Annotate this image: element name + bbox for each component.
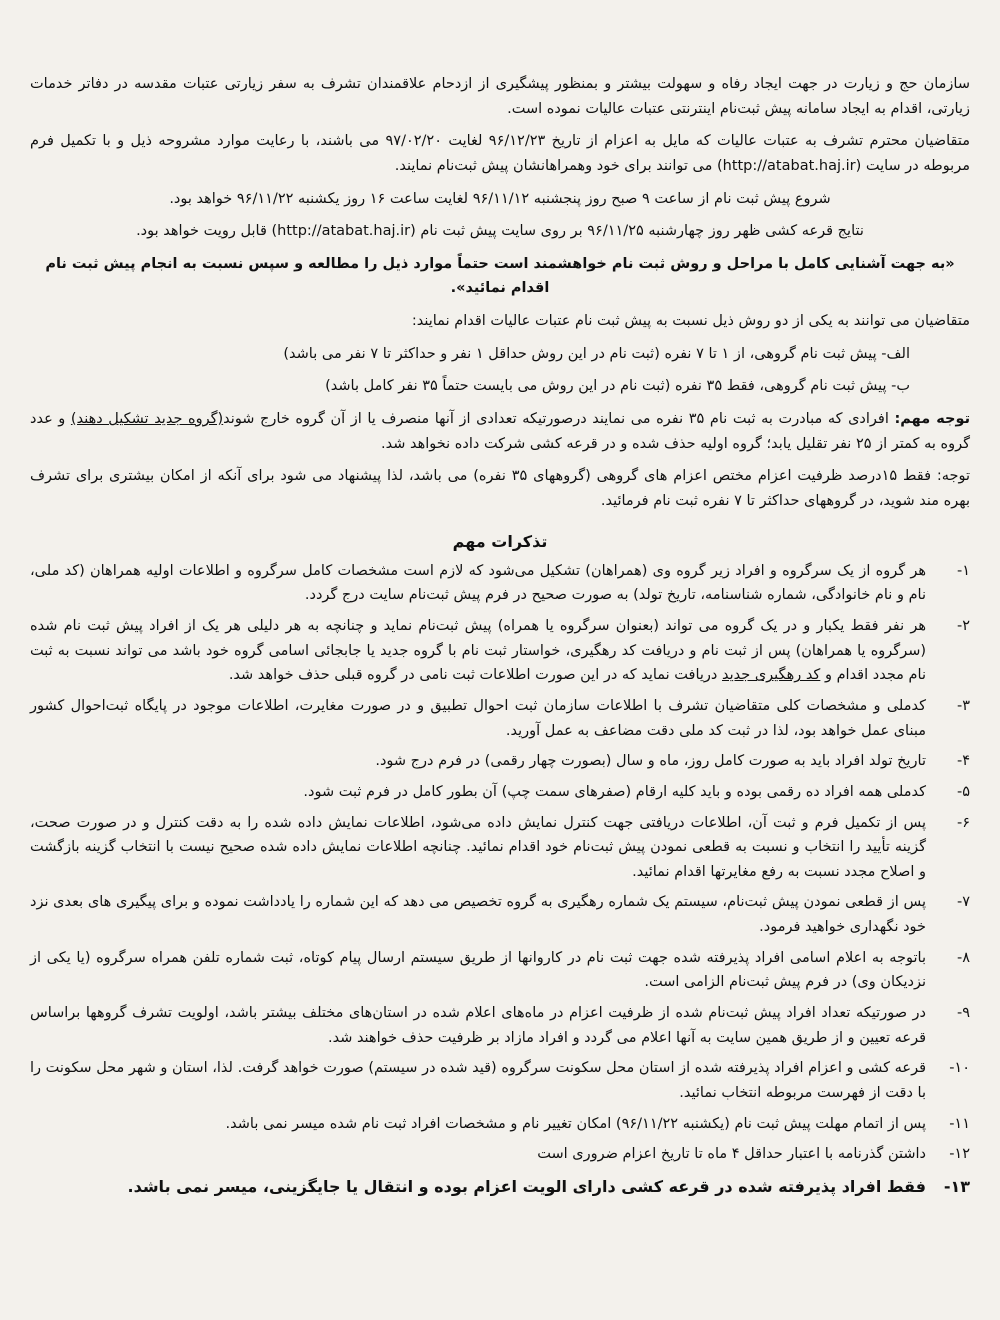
list-item: [30, 614, 970, 688]
item-text: پس از تکمیل فرم و ثبت آن، اطلاعات دریافتی جهت کنترل نمایش داده می‌شود، اطلاعات نمایش داده شده را به دقت کنترل و در صورت صحت، گزینه تأیید را انتخاب و نسبت به قطعی نمودن پیش ثبت‌نام خود اقدام نمائید. چنانچه اطلاعات نمایش داده شده صحیح نیست با انتخاب گزینه بازگشت و اصلاح مجدد نسبت به رفع مغایرتها اقدام نمائید.: [30, 814, 926, 880]
item-number: ۲-: [956, 618, 970, 635]
item-text: [30, 614, 926, 688]
attention-label: توجه مهم:: [894, 411, 971, 428]
item-number: ۱۰-: [949, 1060, 970, 1077]
item-text: کدملی و مشخصات کلی متقاضیان تشرف با اطلاعات سازمان ثبت احوال تطبیق و در صورت مغایرت، اطلاعات موجود در پایگاه ثبت‌احوال کشور مبنای عمل خواهد بود، لذا در ثبت کد ملی دقت مضاعف به عمل آورید.: [30, 698, 926, 739]
item-number: ۶-: [956, 814, 970, 831]
item-text: داشتن گذرنامه با اعتبار حداقل ۴ ماه تا تاریخ اعزام ضروری است: [537, 1146, 926, 1163]
methods-intro: متقاضیان می توانند به یکی از دو روش ذیل نسبت به پیش ثبت نام عتبات عالیات اقدام نمایند:: [411, 313, 970, 330]
list-item: [30, 1056, 970, 1105]
registration-period: شروع پیش ثبت نام از ساعت ۹ صبح روز پنجشنبه ۹۶/۱۱/۱۲ لغایت ساعت ۱۶ روز یکشنبه ۹۶/۱۱/۲۲ خواهد بود.: [169, 190, 831, 207]
item-number: ۳-: [956, 698, 970, 714]
list-item: [30, 1173, 970, 1200]
attention-text-underlined: (گروه جدید تشکیل دهند): [70, 411, 224, 428]
method-alef: الف- پیش ثبت نام گروهی، از ۱ تا ۷ نفره (ثبت نام در این روش حداقل ۱ نفر و حداکثر تا ۷ نفر می باشد): [283, 345, 910, 362]
item-number: ۸-: [956, 949, 970, 966]
list-item: [30, 559, 970, 608]
list-item: [30, 946, 970, 995]
item-text-b: دریافت نماید که در این صورت اطلاعات ثبت نامی در گروه قبلی حذف خواهد شد.: [228, 667, 722, 684]
list-item: [30, 1142, 970, 1167]
item-number: ۱۳-: [943, 1176, 970, 1196]
item-number: ۴-: [956, 753, 970, 770]
item-text: فقط افراد پذیرفته شده در قرعه کشی دارای الویت اعزام بوده و انتقال یا جایگزینی، میسر نمی باشد.: [127, 1176, 926, 1196]
item-number: ۵-: [956, 783, 970, 800]
attention-text-b: و عدد گروه به کمتر از ۲۵ نفر تقلیل یابد؛ گروه اولیه حذف شده و در قرعه کشی شرکت داده نخواهد شد.: [30, 411, 970, 452]
attention-text-a: افرادی که مبادرت به ثبت نام ۳۵ نفره می نمایند درصورتیکه تعدادی از آنها منصرف یا از آن گروه خارج شوند: [223, 411, 895, 428]
item-text: کدملی همه افراد ده رقمی بوده و باید کلیه ارقام (صفرهای سمت چپ) آن بطور کامل در فرم ثبت شود.: [303, 783, 926, 800]
list-item: [30, 694, 970, 743]
capacity-note: توجه: فقط ۱۵درصد ظرفیت اعزام مختص اعزام های گروهی (گروههای ۳۵ نفره) می باشد، لذا پیشنهاد می شود برای آنکه از امکان بیشتری برای تشرف بهره مند شوید، در گروههای حداکثر تا ۷ نفره ثبت نام فرمائید.: [30, 468, 970, 509]
item-text: هر گروه از یک سرگروه و افراد زیر گروه وی (همراهان) تشکیل می‌شود که لازم است مشخصات کامل سرگروه و اطلاعات اولیه همراهان (کد ملی، نام و نام خانوادگی، شماره شناسنامه، تاریخ تولد) به صورت صحیح در فرم پیش ثبت‌نام سایت درج گردد.: [30, 562, 926, 604]
intro-paragraph-1: سازمان حج و زیارت در جهت ایجاد رفاه و سهولت بیشتر و بمنظور پیشگیری از ازدحام علاقمندان تشرف به سفر زیارتی عتبات مقدسه در دفاتر خدمات زیارتی، اقدام به ایجاد سامانه پیش ثبت‌نام اینترنتی عتبات عالیات نموده است.: [30, 76, 970, 117]
notes-list: [30, 559, 970, 1200]
list-item: [30, 1112, 970, 1137]
list-item: [30, 811, 970, 885]
lottery-results-notice: نتایج قرعه کشی ظهر روز چهارشنبه ۹۶/۱۱/۲۵ بر روی سایت پیش ثبت نام (http://atabat.haj.ir) قابل رویت خواهد بود.: [136, 223, 864, 240]
item-text: پس از اتمام مهلت پیش ثبت نام (یکشنبه ۹۶/۱۱/۲۲) امکان تغییر نام و مشخصات افراد ثبت نام شده میسر نمی باشد.: [225, 1115, 926, 1132]
item-text: پس از قطعی نمودن پیش ثبت‌نام، سیستم یک شماره رهگیری به گروه تخصیص می دهد که این شماره را یادداشت نموده و برای پیگیری های بعدی نزد خود نگهداری خواهید فرمود.: [30, 894, 926, 936]
item-text-a: هر نفر فقط یکبار و در یک گروه می تواند (بعنوان سرگروه یا همراه) پیش ثبت‌نام نماید و چنانچه به هر دلیلی هر یک از افراد پیش ثبت نام شده (سرگروه یا همراهان) پس از ثبت نام و دریافت کد رهگیری، خواستار ثبت نام با گروه جدید یا جابجائی اسامی گروه خود باشد می تواند نسبت به ثبت نام مجدد اقدام و: [30, 618, 926, 684]
list-item: [30, 780, 970, 805]
item-number: ۷-: [956, 894, 970, 911]
item-text: تاریخ تولد افراد باید به صورت کامل روز، ماه و سال (بصورت چهار رقمی) در فرم درج شود.: [375, 753, 926, 770]
intro-paragraph-2: متقاضیان محترم تشرف به عتبات عالیات که مایل به اعزام از تاریخ ۹۶/۱۲/۲۳ لغایت ۹۷/۰۲/۲۰ می باشند، با رعایت موارد مشروحه ذیل و با تکمیل فرم مربوطه در سایت (http://atabat.haj.ir) می توانند برای خود وهمراهانشان پیش ثبت‌نام نمایند.: [30, 133, 970, 174]
list-item: [30, 890, 970, 939]
item-number: ۱-: [956, 562, 970, 579]
notes-heading: تذکرات مهم: [452, 531, 548, 551]
item-text: باتوجه به اعلام اسامی افراد پذیرفته شده جهت ثبت نام در کاروانها از طریق سیستم ارسال پیام کوتاه، ثبت شماره تلفن همراه سرگروه (یا یکی از نزدیکان وی) در فرم پیش ثبت‌نام الزامی است.: [30, 949, 926, 991]
list-item: [30, 1001, 970, 1050]
method-be: ب- پیش ثبت نام گروهی، فقط ۳۵ نفره (ثبت نام در این روش می بایست حتماً ۳۵ نفر کامل باشد): [325, 378, 910, 395]
item-number: ۱۱-: [949, 1115, 970, 1132]
item-text-underlined: کد رهگیری جدید: [722, 667, 821, 684]
list-item: [30, 749, 970, 774]
item-number: ۱۲-: [949, 1146, 970, 1163]
item-number: ۹-: [956, 1005, 970, 1022]
instructions-notice: «به جهت آشنایی کامل با مراحل و روش ثبت نام خواهشمند است حتماً موارد ذیل را مطالعه و سپس نسبت به انجام پیش ثبت نام اقدام نمائید».: [45, 255, 955, 297]
item-text: قرعه کشی و اعزام افراد پذیرفته شده از استان محل سکونت سرگروه (قید شده در سیستم) صورت خواهد گرفت. لذا، استان و شهر محل سکونت را با دقت از فهرست مربوطه انتخاب نمائید.: [30, 1060, 926, 1101]
important-attention: [30, 407, 970, 456]
item-text: در صورتیکه تعداد افراد پیش ثبت‌نام شده از ظرفیت اعزام در ماه‌های اعلام شده در استان‌های مختلف بیشتر باشد، اولویت تشرف گروهها براساس قرعه تعیین و از طریق همین سایت به آنها اعلام می گردد و افراد مازاد بر ظرفیت حذف خواهند شد.: [30, 1005, 926, 1046]
